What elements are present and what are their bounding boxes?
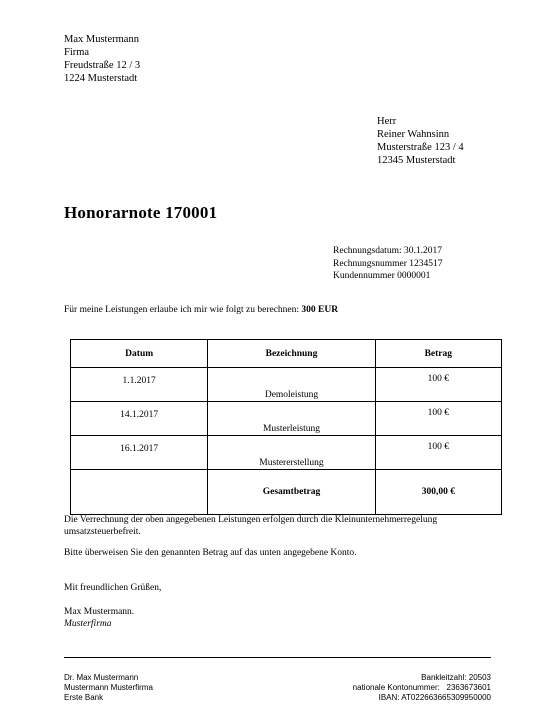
total-value: 300,00 € (375, 470, 501, 515)
customer-number: Kundennummer 0000001 (333, 271, 431, 281)
intro-amount: 300 EUR (301, 305, 339, 315)
footer-owner: Dr. Max Mustermann (64, 673, 139, 682)
header-description: Bezeichnung (208, 340, 375, 368)
items-table (70, 339, 502, 515)
row-amount: 100 € (375, 402, 501, 436)
footer-divider (64, 657, 491, 658)
row-description: Musterleistung (208, 402, 375, 436)
sender-street: Freudstraße 12 / 3 (64, 60, 141, 71)
row-description: Mustererstellung (208, 436, 375, 470)
row-date: 16.1.2017 (71, 436, 208, 470)
table-total-row (71, 470, 502, 515)
footer-account-number: nationale Kontonummer: 2363673601 (352, 683, 491, 692)
table-row (71, 436, 502, 470)
footer-bank-code: Bankleitzahl: 20503 (421, 673, 491, 682)
header-amount: Betrag (375, 340, 501, 368)
invoice-meta (333, 245, 443, 283)
invoice-date: Rechnungsdatum: 30.1.2017 (333, 246, 442, 256)
footer-bank: Erste Bank (64, 693, 104, 702)
recipient-name: Reiner Wahnsinn (377, 129, 450, 140)
footer-company: Mustermann Musterfirma (64, 683, 153, 692)
signature-block (64, 607, 134, 630)
recipient-address (377, 115, 464, 167)
row-description: Demoleistung (208, 368, 375, 402)
sender-company: Firma (64, 47, 90, 58)
row-amount: 100 € (375, 436, 501, 470)
table-row (71, 368, 502, 402)
sender-name: Max Mustermann (64, 34, 139, 45)
recipient-city: 12345 Musterstadt (377, 155, 456, 166)
recipient-street: Musterstraße 123 / 4 (377, 142, 464, 153)
payment-note: Bitte überweisen Sie den genannten Betrag auf das unten angegebene Konto. (64, 548, 357, 558)
total-empty-cell (71, 470, 208, 515)
table-header-row (71, 340, 502, 368)
signature-name: Max Mustermann. (64, 607, 135, 617)
sender-city: 1224 Musterstadt (64, 73, 138, 84)
header-date: Datum (71, 340, 208, 368)
row-date: 14.1.2017 (71, 402, 208, 436)
closing-greeting: Mit freundlichen Grüßen, (64, 583, 162, 593)
total-label: Gesamtbetrag (208, 470, 375, 515)
recipient-salutation: Herr (377, 116, 397, 127)
table-row (71, 402, 502, 436)
footer-iban: IBAN: AT022663665309950000 (378, 693, 491, 702)
tax-note: Die Verrechnung der oben angegebenen Leistungen erfolgen durch die Kleinunternehmerregelung umsatzsteuerbefreit. (64, 515, 438, 537)
footer-right (300, 673, 491, 703)
footer-left (64, 673, 153, 703)
signature-company: Musterfirma (64, 618, 112, 629)
invoice-title: Honorarnote 170001 (64, 203, 218, 222)
row-date: 1.1.2017 (71, 368, 208, 402)
intro-text (64, 305, 338, 315)
invoice-number: Rechnungsnummer 1234517 (333, 258, 443, 269)
row-amount: 100 € (375, 368, 501, 402)
sender-address (64, 33, 140, 85)
intro-sentence: Für meine Leistungen erlaube ich mir wie folgt zu berechnen: (64, 305, 300, 315)
